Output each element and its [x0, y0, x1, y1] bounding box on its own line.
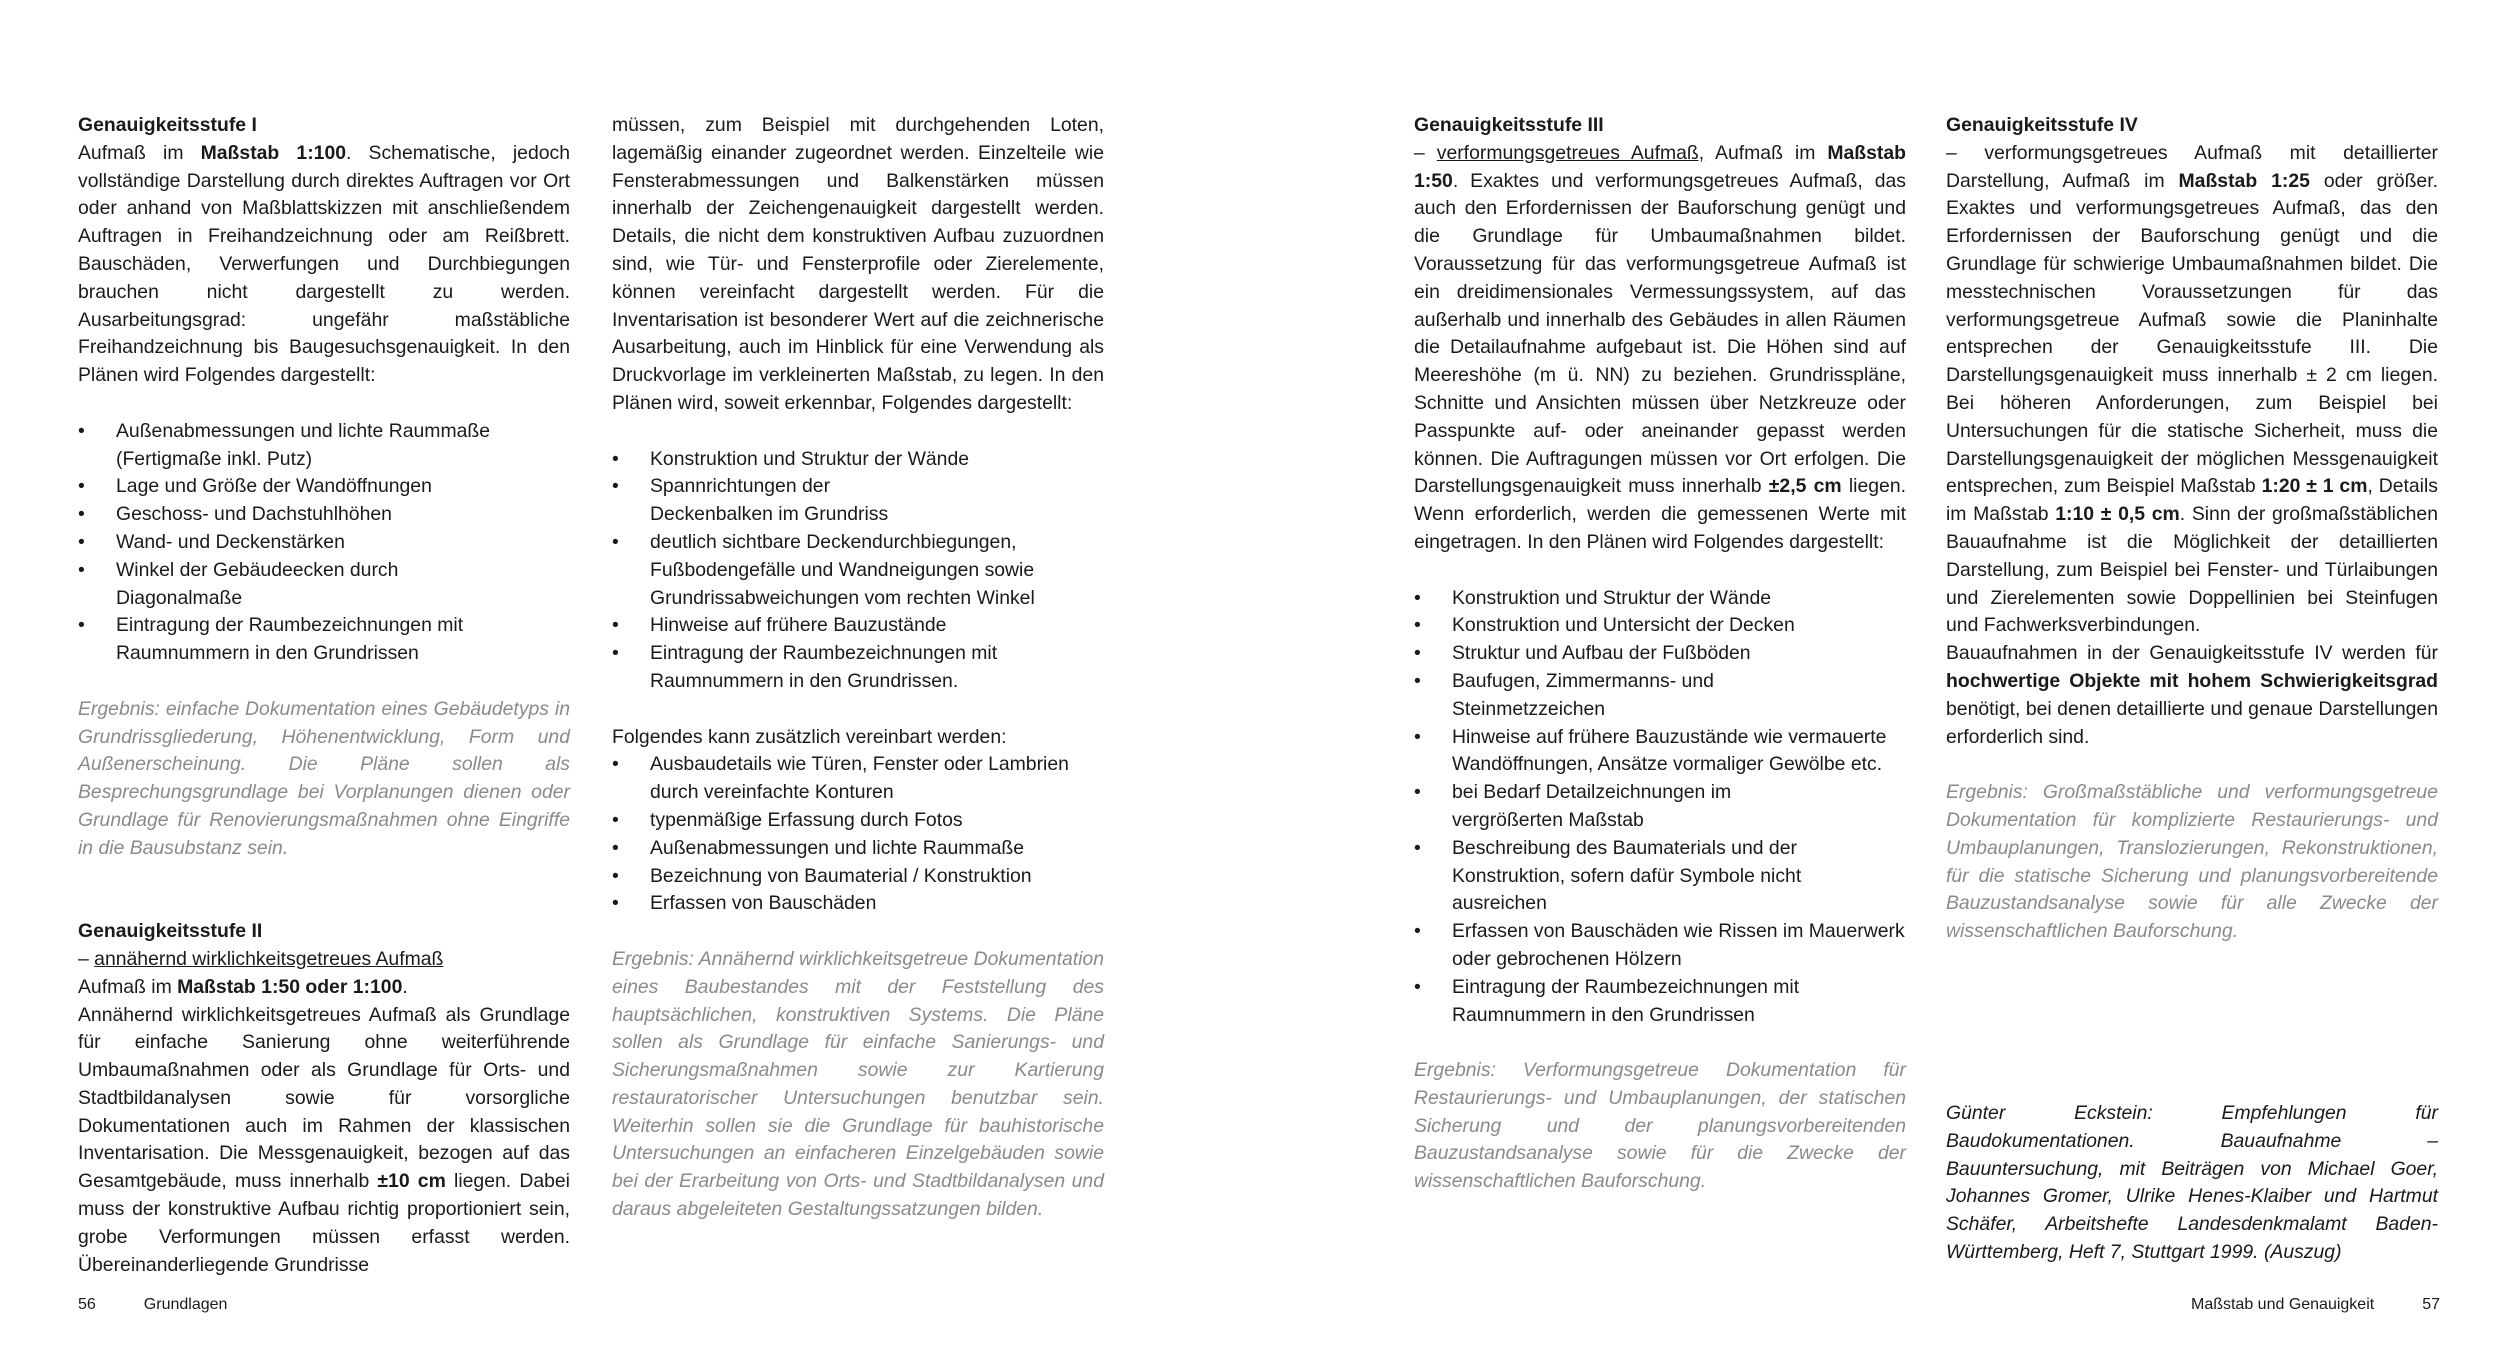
column-3 — [1414, 112, 1906, 1196]
stufe-1-description: Aufmaß im Maßstab 1:100. Schematische, jedoch vollständige Darstellung durch direktes Auftragen vor Ort oder anhand von Maßblattskizzen mit anschließendem Auftragen in Freihandzeichnung oder am Reißbrett. Bauschäden, Verwerfungen und Durchbiegungen brauchen nicht dargestellt zu werden. Ausarbeitungsgrad: ungefähr maßstäbliche Freihandzeichnung bis Baugesuchsgenauigkeit. In den Plänen wird Folgendes dargestellt: — [78, 141, 570, 387]
additional-heading: Folgendes kann zusätzlich vereinbart werden: — [612, 725, 1007, 748]
stufe-2-description: Annähernd wirklichkeitsgetreues Aufmaß als Grundlage für einfache Sanierung ohne weiterführende Umbaumaßnahmen oder als Grundlage für Orts- und Stadtbildanalysen sowie für vorsorgliche Dokumentationen auch im Rahmen der klassischen Inventarisation. Die Messgenauigkeit, bezogen auf das Gesamtgebäude, muss innerhalb ±10 cm liegen. Dabei muss der konstruktive Aufbau richtig proportioniert sein, grobe Verformungen müssen erfasst werden. Übereinanderliegende Grundrisse — [78, 1003, 570, 1276]
list-item: • Ausbaudetails wie Türen, Fenster oder Lambrien durch vereinfachte Konturen — [612, 751, 1104, 807]
list-item: • Hinweise auf frühere Bauzustände wie vermauerte Wandöffnungen, Ansätze vormaliger Gewölbe etc. — [1414, 724, 1906, 780]
list-item: • Spannrichtungen der Deckenbalken im Grundriss — [612, 473, 1104, 529]
running-title-right: Maßstab und Genauigkeit — [2190, 1296, 2375, 1313]
column-1 — [78, 112, 570, 1279]
list-item: • Konstruktion und Struktur der Wände — [612, 446, 1104, 474]
stufe-4-result: Ergebnis: Großmaßstäbliche und verformungsgetreue Dokumentation für komplizierte Restaurierungs- und Umbauplanungen, Translozierungen, Rekonstruktionen, für die statische Sicherung und planungsvorbereitende Bauzustandsanalyse sowie für alle Zwecke der wissenschaftlichen Bauforschung. — [1946, 781, 2438, 943]
list-item: • typenmäßige Erfassung durch Fotos — [612, 807, 1104, 835]
list-item: • Eintragung der Raumbezeichnungen mit Raumnummern in den Grundrissen — [1414, 974, 1906, 1030]
footer-left — [78, 1296, 227, 1314]
section-title-stufe-2: Genauigkeitsstufe II — [78, 920, 263, 943]
list-item: • Geschoss- und Dachstuhlhöhen — [78, 501, 570, 529]
stufe-2-subtitle: – annähernd wirklichkeitsgetreues Aufmaß — [78, 947, 444, 970]
list-item: • Bezeichnung von Baumaterial / Konstruktion — [612, 863, 1104, 891]
list-item: • Außenabmessungen und lichte Raummaße — [612, 835, 1104, 863]
section-title-stufe-4: Genauigkeitsstufe IV — [1946, 114, 2138, 136]
stufe-1-result: Ergebnis: einfache Dokumentation eines Gebäudetyps in Grundrissgliederung, Höhenentwicklung, Form und Außenerscheinung. Die Pläne sollen als Besprechungsgrundlage bei Vorplanungen dienen oder Grundlage für Renovierungsmaßnahmen ohne Eingriffe in die Bausubstanz sein. — [78, 697, 570, 859]
section-title-stufe-1: Genauigkeitsstufe I — [78, 114, 257, 136]
column-4-quote — [1946, 1100, 2438, 1267]
stufe-2-result: Ergebnis: Annähernd wirklichkeitsgetreue Dokumentation eines Baubestandes mit der Feststellung des hauptsächlichen, konstruktiven Systems. Die Pläne sollen als Grundlage für einfache Sanierungs- und Sicherungsmaßnahmen sowie zur Kartierung restauratorischer Untersuchungen benutzbar sein. Weiterhin sollen sie die Grundlage für bauhistorische Untersuchungen an einfacheren Einzelgebäuden sowie bei der Erarbeitung von Orts- und Stadtbildanalysen und daraus abgeleiteten Gestaltungssatzungen bilden. — [612, 947, 1104, 1221]
list-item: • Hinweise auf frühere Bauzustände — [612, 612, 1104, 640]
stufe-3-result: Ergebnis: Verformungsgetreue Dokumentation für Restaurierungs- und Umbauplanungen, der statischen Sicherung und der planungsvorbereitenden Bauzustandsanalyse sowie für die Zwecke der wissenschaftlichen Bauforschung. — [1414, 1059, 1906, 1193]
list-item: • Konstruktion und Struktur der Wände — [1414, 585, 1906, 613]
column-4 — [1946, 112, 2438, 946]
stufe-4-usage: Bauaufnahmen in der Genauigkeitsstufe IV werden für hochwertige Objekte mit hohem Schwierigkeitsgrad benötigt, bei denen detaillierte und genaue Darstellungen erforderlich sind. — [1946, 642, 2438, 748]
stufe-3-list — [1414, 585, 1906, 1030]
page-number-right: 57 — [2422, 1296, 2440, 1313]
column-2 — [612, 112, 1104, 1224]
list-item: • Baufugen, Zimmermanns- und Steinmetzzeichen — [1414, 668, 1906, 724]
list-item: • Eintragung der Raumbezeichnungen mit Raumnummern in den Grundrissen. — [612, 640, 1104, 696]
footer-right — [2191, 1296, 2440, 1314]
list-item: • Außenabmessungen und lichte Raummaße (Fertigmaße inkl. Putz) — [78, 418, 570, 474]
stufe-4-description: – verformungsgetreues Aufmaß mit detaillierter Darstellung, Aufmaß im Maßstab 1:25 oder größer. Exaktes und verformungsgetreues Aufmaß, das den Erfordernissen der Bauforschung genügt und die Grundlage für schwierige Umbaumaßnahmen bildet. Die messtechnischen Voraussetzungen für das verformungsgetreue Aufmaß sowie die Planinhalte entsprechen der Genauigkeitsstufe III. Die Darstellungsgenauigkeit muss innerhalb ± 2 cm liegen. Bei höheren Anforderungen, zum Beispiel bei Untersuchungen für die statische Sicherheit, muss die Darstellungsgenauigkeit der möglichen Messgenauigkeit entsprechen, zum Beispiel Maßstab 1:20 ± 1 cm, Details im Maßstab 1:10 ± 0,5 cm. Sinn der großmaßstäblichen Bauaufnahme ist die Möglichkeit der detaillierten Darstellung, zum Beispiel bei Fenster- und Türlaibungen und Zierelementen sowie Doppellinien bei Steinfugen und Fachwerksverbindungen. — [1946, 141, 2438, 637]
source-citation: Günter Eckstein: Empfehlungen für Baudokumentationen. Bauaufnahme – Bauuntersuchung, mit Beiträgen von Michael Goer, Johannes Gromer, Ulrike Henes-Klaiber und Hartmut Schäfer, Arbeitshefte Landesdenkmalamt Baden-Württemberg, Heft 7, Stuttgart 1999. (Auszug) — [1946, 1102, 2438, 1263]
stufe-1-list — [78, 418, 570, 668]
list-item: • Winkel der Gebäudeecken durch Diagonalmaße — [78, 557, 570, 613]
stufe-3-description: – verformungsgetreues Aufmaß, Aufmaß im Maßstab 1:50. Exaktes und verformungsgetreues Aufmaß, das auch den Erfordernissen der Bauforschung genügt und die Grundlage für Umbaumaßnahmen bildet. Voraussetzung für das verformungsgetreue Aufmaß ist ein dreidimensionales Vermessungssystem, auf das außerhalb und innerhalb des Gebäudes in allen Räumen die Detailaufnahme aufgebaut ist. Die Höhen sind auf Meereshöhe (m ü. NN) zu beziehen. Grundrisspläne, Schnitte und Ansichten müssen über Netzkreuze oder Passpunkte auf- oder aneinander gepasst werden können. Die Auftragungen müssen vor Ort erfolgen. Die Darstellungsgenauigkeit muss innerhalb ±2,5 cm liegen. Wenn erforderlich, werden die gemessenen Werte mit eingetragen. In den Plänen wird Folgendes dargestellt: — [1414, 141, 1906, 553]
stufe-2-continued: müssen, zum Beispiel mit durchgehenden Loten, lagemäßig einander zugeordnet werden. Einzelteile wie Fensterabmessungen und Balkenstärken müssen innerhalb der Zeichengenauigkeit dargestellt werden. Details, die nicht dem konstruktiven Aufbau zuzuordnen sind, wie Tür- und Fensterprofile oder Zierelemente, können vereinfacht dargestellt werden. Für die Inventarisation ist besonderer Wert auf die zeichnerische Ausarbeitung, auch im Hinblick für eine Verwendung als Druckvorlage im verkleinerten Maßstab, zu legen. In den Plänen wird, soweit erkennbar, Folgendes dargestellt: — [612, 114, 1104, 414]
list-item: • Struktur und Aufbau der Fußböden — [1414, 640, 1906, 668]
stufe-2-scale: Aufmaß im Maßstab 1:50 oder 1:100. — [78, 975, 408, 998]
stufe-2-list — [612, 446, 1104, 696]
list-item: • deutlich sichtbare Deckendurchbiegungen, Fußbodengefälle und Wandneigungen sowie Grundrissabweichungen vom rechten Winkel — [612, 529, 1104, 612]
list-item: • Beschreibung des Baumaterials und der Konstruktion, sofern dafür Symbole nicht ausreichen — [1414, 835, 1906, 918]
list-item: • Wand- und Deckenstärken — [78, 529, 570, 557]
list-item: • Konstruktion und Untersicht der Decken — [1414, 612, 1906, 640]
running-title-left: Grundlagen — [143, 1296, 228, 1313]
list-item: • bei Bedarf Detailzeichnungen im vergrößerten Maßstab — [1414, 779, 1906, 835]
additional-list — [612, 751, 1104, 918]
list-item: • Erfassen von Bauschäden — [612, 890, 1104, 918]
section-title-stufe-3: Genauigkeitsstufe III — [1414, 114, 1604, 136]
page-number-left: 56 — [78, 1296, 96, 1313]
list-item: • Eintragung der Raumbezeichnungen mit Raumnummern in den Grundrissen — [78, 612, 570, 668]
list-item: • Lage und Größe der Wandöffnungen — [78, 473, 570, 501]
list-item: • Erfassen von Bauschäden wie Rissen im Mauerwerk oder gebrochenen Hölzern — [1414, 918, 1906, 974]
